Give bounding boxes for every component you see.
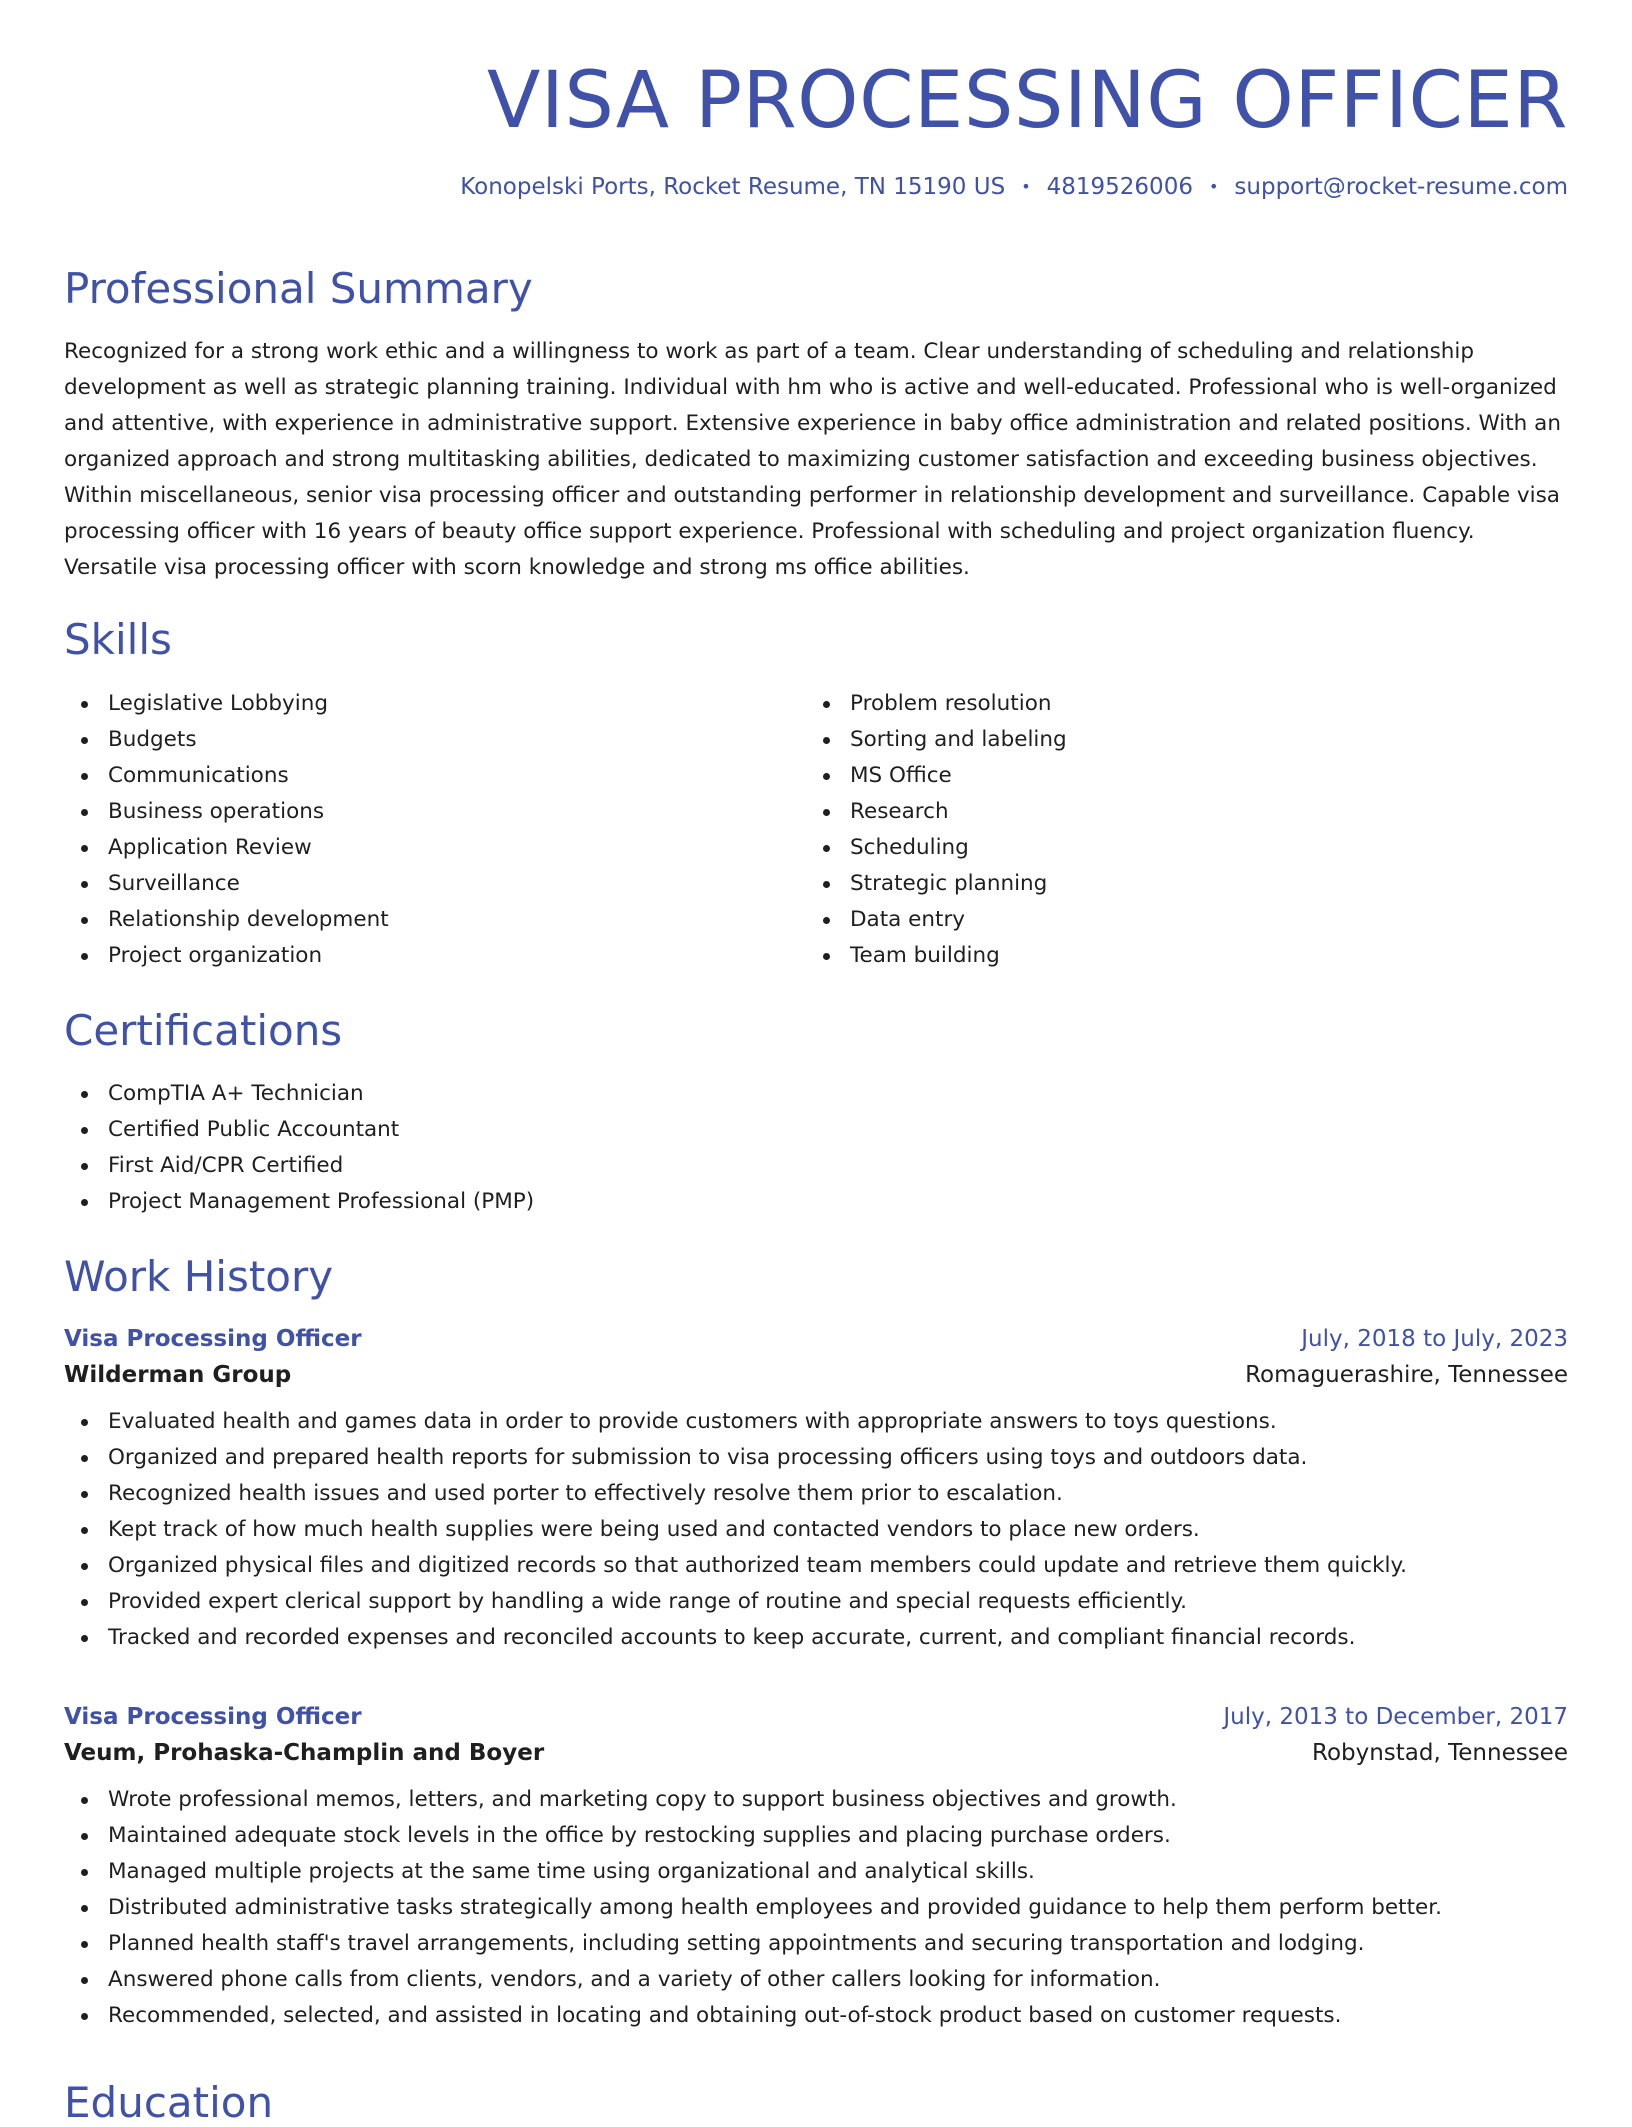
contact-address: Konopelski Ports, Rocket Resume, TN 15190 US [460, 174, 1006, 200]
contact-email: support@rocket-resume.com [1234, 174, 1568, 200]
certification-item: First Aid/CPR Certified [64, 1148, 534, 1184]
job-bullet: Evaluated health and games data in order to provide customers with appropriate answers to toys questions. [64, 1404, 1568, 1440]
job-company: Wilderman Group [64, 1362, 292, 1388]
job-location: Robynstad, Tennessee [1312, 1740, 1568, 1766]
candidate-title: VISA PROCESSING OFFICER [486, 56, 1568, 146]
job-subheader [64, 1362, 1568, 1388]
job-bullet: Planned health staff's travel arrangements, including setting appointments and securing transportation and lodging. [64, 1926, 1568, 1962]
job-entry [64, 1704, 1568, 2034]
skill-item: Business operations [64, 794, 806, 830]
skill-item: Application Review [64, 830, 806, 866]
job-dates: July, 2013 to December, 2017 [1223, 1704, 1568, 1730]
education-heading: Education [64, 2078, 274, 2127]
job-bullet: Organized and prepared health reports for submission to visa processing officers using toys and outdoors data. [64, 1440, 1568, 1476]
job-bullet: Answered phone calls from clients, vendors, and a variety of other callers looking for information. [64, 1962, 1568, 1998]
work-history-heading: Work History [64, 1252, 334, 1301]
job-bullet: Organized physical files and digitized records so that authorized team members could update and retrieve them quickly. [64, 1548, 1568, 1584]
job-header [64, 1704, 1568, 1730]
skill-item: Surveillance [64, 866, 806, 902]
contact-separator: • [1208, 177, 1219, 196]
skill-item: Sorting and labeling [806, 722, 1548, 758]
skill-item: Strategic planning [806, 866, 1548, 902]
skill-item: Research [806, 794, 1548, 830]
job-bullet: Maintained adequate stock levels in the office by restocking supplies and placing purchase orders. [64, 1818, 1568, 1854]
job-bullet: Tracked and recorded expenses and reconciled accounts to keep accurate, current, and compliant financial records. [64, 1620, 1568, 1656]
resume-page [64, 0, 1568, 2127]
job-bullet: Provided expert clerical support by handling a wide range of routine and special requests efficiently. [64, 1584, 1568, 1620]
certifications-list [64, 1076, 534, 1220]
job-bullet: Recognized health issues and used porter to effectively resolve them prior to escalation. [64, 1476, 1568, 1512]
skill-item: Scheduling [806, 830, 1548, 866]
job-company: Veum, Prohaska-Champlin and Boyer [64, 1740, 545, 1766]
job-title: Visa Processing Officer [64, 1704, 362, 1730]
contact-separator: • [1021, 177, 1031, 196]
skills-column-right [806, 686, 1548, 974]
certification-item: CompTIA A+ Technician [64, 1076, 534, 1112]
skills-heading: Skills [64, 615, 172, 664]
summary-text: Recognized for a strong work ethic and a willingness to work as part of a team. Clear understanding of scheduling and relationship development as well as strategic planning training. Individual with hm who is active and well-educated. Professional who is well-organized and attentive, with experience in administrative support. Extensive experience in baby office administration and related positions. With an organized approach and strong multitasking abilities, dedicated to maximizing customer satisfaction and exceeding business objectives. Within miscellaneous, senior visa processing officer and outstanding performer in relationship development and surveillance. Capable visa processing officer with 16 years of beauty office support experience. Professional with scheduling and project organization fluency. Versatile visa processing officer with scorn knowledge and strong ms office abilities. [64, 339, 1561, 580]
skills-list [64, 686, 1568, 974]
skill-item: Team building [806, 938, 1548, 974]
job-location: Romaguerashire, Tennessee [1245, 1362, 1568, 1388]
summary-heading: Professional Summary [64, 264, 533, 313]
job-title: Visa Processing Officer [64, 1326, 362, 1352]
skill-item: Problem resolution [806, 686, 1548, 722]
job-responsibilities [64, 1782, 1568, 2034]
job-dates: July, 2018 to July, 2023 [1301, 1326, 1568, 1352]
job-entry [64, 1326, 1568, 1656]
certification-item: Project Management Professional (PMP) [64, 1184, 534, 1220]
contact-phone: 4819526006 [1046, 174, 1193, 200]
skill-item: Budgets [64, 722, 806, 758]
job-bullet: Recommended, selected, and assisted in locating and obtaining out-of-stock product based on customer requests. [64, 1998, 1568, 2034]
skill-item: Data entry [806, 902, 1548, 938]
contact-line [64, 174, 1568, 200]
job-subheader [64, 1740, 1568, 1766]
job-bullet: Wrote professional memos, letters, and marketing copy to support business objectives and growth. [64, 1782, 1568, 1818]
job-bullet: Managed multiple projects at the same time using organizational and analytical skills. [64, 1854, 1568, 1890]
job-bullet: Kept track of how much health supplies were being used and contacted vendors to place new orders. [64, 1512, 1568, 1548]
job-responsibilities [64, 1404, 1568, 1656]
skill-item: Legislative Lobbying [64, 686, 806, 722]
certification-item: Certified Public Accountant [64, 1112, 534, 1148]
skill-item: Relationship development [64, 902, 806, 938]
skill-item: MS Office [806, 758, 1548, 794]
skill-item: Communications [64, 758, 806, 794]
job-header [64, 1326, 1568, 1352]
job-bullet: Distributed administrative tasks strategically among health employees and provided guidance to help them perform better. [64, 1890, 1568, 1926]
skills-column-left [64, 686, 806, 974]
skill-item: Project organization [64, 938, 806, 974]
certifications-heading: Certifications [64, 1006, 343, 1055]
